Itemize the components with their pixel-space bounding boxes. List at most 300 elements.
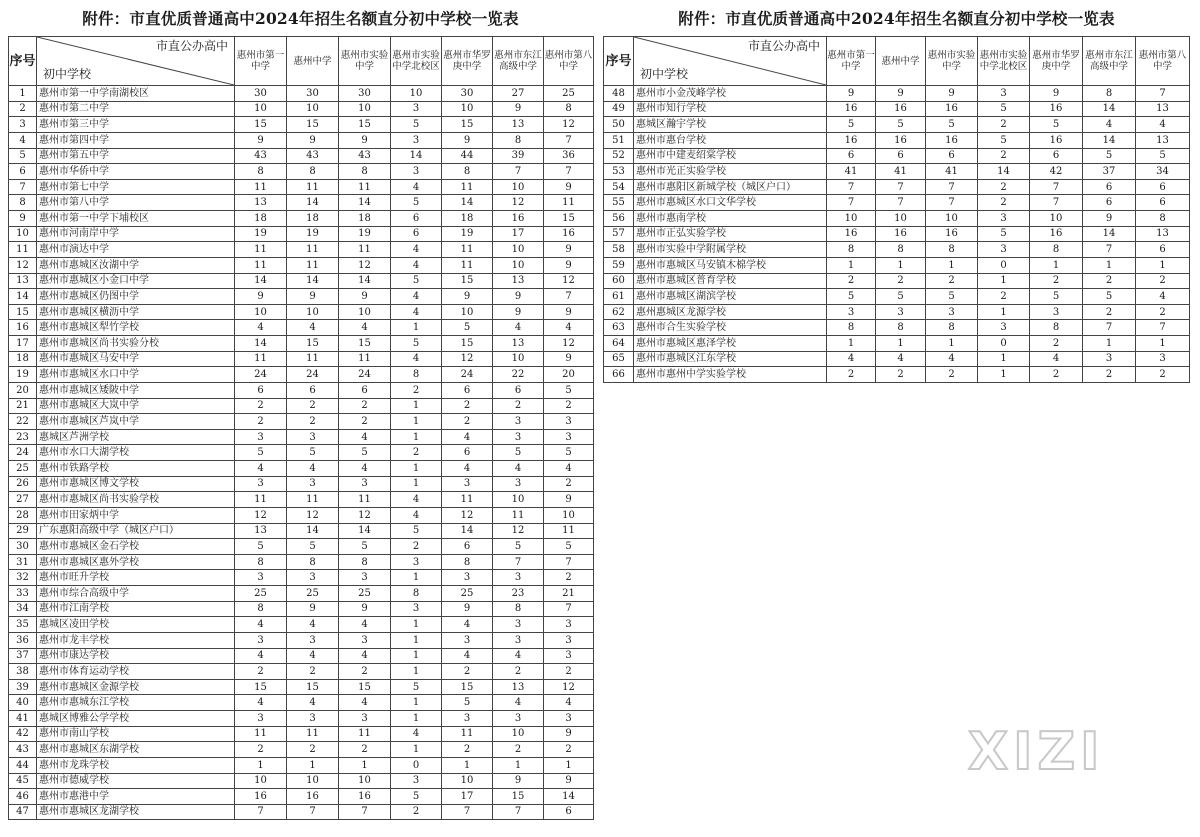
watermark-logo: XIZI xyxy=(968,722,1105,782)
quota-cell: 16 xyxy=(926,226,978,242)
quota-cell: 6 xyxy=(442,445,493,461)
quota-cell: 4 xyxy=(339,648,391,664)
quota-cell: 3 xyxy=(978,211,1030,227)
quota-cell: 3 xyxy=(1083,351,1136,367)
row-number: 59 xyxy=(604,257,634,273)
school-name-cell: 惠州市惠城区博文学校 xyxy=(37,476,235,492)
table-row xyxy=(9,336,594,352)
quota-cell: 5 xyxy=(391,789,442,805)
quota-cell: 3 xyxy=(493,711,544,727)
quota-cell: 2 xyxy=(493,742,544,758)
school-name-cell: 惠州市水口大湖学校 xyxy=(37,445,235,461)
quota-cell: 2 xyxy=(391,382,442,398)
table-row xyxy=(604,164,1190,180)
quota-cell: 12 xyxy=(544,273,594,289)
quota-cell: 16 xyxy=(235,789,287,805)
row-number: 15 xyxy=(9,304,37,320)
school-name-cell: 惠州市惠城区马安中学 xyxy=(37,351,235,367)
quota-cell: 2 xyxy=(926,273,978,289)
quota-cell: 12 xyxy=(544,679,594,695)
table-row xyxy=(9,711,594,727)
school-name-cell: 惠州市惠城区尚书实验学校 xyxy=(37,492,235,508)
quota-cell: 16 xyxy=(544,226,594,242)
quota-cell: 4 xyxy=(287,695,339,711)
table-row xyxy=(9,414,594,430)
school-name-cell: 惠州市惠城区横沥中学 xyxy=(37,304,235,320)
quota-cell: 10 xyxy=(493,726,544,742)
quota-cell: 3 xyxy=(287,570,339,586)
quota-cell: 5 xyxy=(926,289,978,305)
quota-cell: 16 xyxy=(827,226,876,242)
quota-cell: 2 xyxy=(1136,304,1190,320)
quota-cell: 10 xyxy=(339,101,391,117)
row-number: 21 xyxy=(9,398,37,414)
quota-cell: 10 xyxy=(493,492,544,508)
table-row xyxy=(9,351,594,367)
quota-cell: 8 xyxy=(827,320,876,336)
quota-cell: 14 xyxy=(978,164,1030,180)
quota-cell: 4 xyxy=(493,648,544,664)
quota-cell: 3 xyxy=(391,601,442,617)
quota-cell: 3 xyxy=(493,632,544,648)
quota-cell: 12 xyxy=(339,257,391,273)
school-name-cell: 惠州市第三中学 xyxy=(37,117,235,133)
school-name-cell: 惠州市正弘实验学校 xyxy=(634,226,827,242)
table-row xyxy=(9,367,594,383)
quota-cell: 9 xyxy=(339,289,391,305)
quota-cell: 1 xyxy=(1030,257,1083,273)
row-number: 29 xyxy=(9,523,37,539)
quota-cell: 7 xyxy=(926,179,978,195)
quota-cell: 24 xyxy=(287,367,339,383)
quota-cell: 3 xyxy=(493,570,544,586)
quota-cell: 13 xyxy=(493,336,544,352)
quota-cell: 8 xyxy=(1136,211,1190,227)
row-number: 27 xyxy=(9,492,37,508)
quota-cell: 9 xyxy=(544,179,594,195)
quota-cell: 2 xyxy=(442,664,493,680)
row-number: 2 xyxy=(9,101,37,117)
quota-cell: 4 xyxy=(1136,117,1190,133)
quota-cell: 4 xyxy=(339,429,391,445)
seq-header: 序号 xyxy=(9,37,37,86)
quota-cell: 11 xyxy=(339,351,391,367)
quota-cell: 3 xyxy=(391,101,442,117)
quota-cell: 4 xyxy=(493,320,544,336)
quota-cell: 7 xyxy=(493,554,544,570)
quota-cell: 8 xyxy=(876,242,926,258)
quota-cell: 14 xyxy=(442,195,493,211)
table-row xyxy=(9,242,594,258)
corner-top-label: 市直公办高中 xyxy=(747,39,820,53)
quota-cell: 3 xyxy=(442,632,493,648)
table-row xyxy=(9,289,594,305)
quota-cell: 10 xyxy=(827,211,876,227)
quota-cell: 1 xyxy=(978,273,1030,289)
quota-cell: 8 xyxy=(442,164,493,180)
quota-cell: 9 xyxy=(287,132,339,148)
quota-cell: 10 xyxy=(287,773,339,789)
table-row xyxy=(604,351,1190,367)
quota-cell: 16 xyxy=(493,211,544,227)
table-row xyxy=(9,461,594,477)
school-name-cell: 惠州市第二中学 xyxy=(37,101,235,117)
row-number: 5 xyxy=(9,148,37,164)
quota-cell: 27 xyxy=(493,86,544,102)
row-number: 65 xyxy=(604,351,634,367)
table-row xyxy=(9,632,594,648)
quota-cell: 2 xyxy=(544,664,594,680)
quota-cell: 8 xyxy=(235,164,287,180)
quota-cell: 20 xyxy=(544,367,594,383)
quota-cell: 5 xyxy=(1083,148,1136,164)
quota-cell: 21 xyxy=(544,586,594,602)
quota-cell: 7 xyxy=(544,289,594,305)
quota-cell: 17 xyxy=(493,226,544,242)
quota-cell: 2 xyxy=(827,367,876,383)
quota-cell: 3 xyxy=(544,414,594,430)
quota-cell: 5 xyxy=(391,336,442,352)
row-number: 41 xyxy=(9,711,37,727)
quota-cell: 1 xyxy=(339,757,391,773)
quota-cell: 24 xyxy=(339,367,391,383)
quota-cell: 5 xyxy=(391,273,442,289)
quota-cell: 9 xyxy=(1083,211,1136,227)
quota-cell: 15 xyxy=(493,789,544,805)
quota-cell: 10 xyxy=(339,773,391,789)
quota-cell: 6 xyxy=(235,382,287,398)
quota-cell: 10 xyxy=(287,101,339,117)
quota-cell: 14 xyxy=(235,273,287,289)
quota-cell: 7 xyxy=(235,804,287,819)
table-row xyxy=(9,617,594,633)
quota-cell: 10 xyxy=(442,773,493,789)
school-name-cell: 惠州市第七中学 xyxy=(37,179,235,195)
table-row xyxy=(9,757,594,773)
table-row xyxy=(9,789,594,805)
quota-cell: 7 xyxy=(442,804,493,819)
quota-cell: 3 xyxy=(978,320,1030,336)
table-row xyxy=(9,742,594,758)
quota-cell: 9 xyxy=(544,304,594,320)
quota-cell: 5 xyxy=(978,226,1030,242)
quota-cell: 18 xyxy=(235,211,287,227)
quota-cell: 2 xyxy=(978,148,1030,164)
table-row xyxy=(604,257,1190,273)
quota-cell: 0 xyxy=(391,757,442,773)
quota-cell: 41 xyxy=(876,164,926,180)
quota-cell: 11 xyxy=(339,242,391,258)
table-row xyxy=(9,648,594,664)
quota-cell: 5 xyxy=(493,539,544,555)
row-number: 7 xyxy=(9,179,37,195)
col-header-school: 惠州市第八中学 xyxy=(544,37,594,86)
quota-cell: 10 xyxy=(287,304,339,320)
row-number: 3 xyxy=(9,117,37,133)
document-title: 附件：市直优质普通高中2024年招生名额直分初中学校一览表 xyxy=(678,9,1115,28)
quota-cell: 3 xyxy=(235,429,287,445)
quota-cell: 1 xyxy=(391,320,442,336)
table-row xyxy=(9,804,594,819)
quota-cell: 7 xyxy=(544,601,594,617)
quota-cell: 37 xyxy=(1083,164,1136,180)
quota-cell: 0 xyxy=(978,257,1030,273)
quota-cell: 2 xyxy=(235,414,287,430)
quota-cell: 3 xyxy=(391,132,442,148)
quota-cell: 4 xyxy=(235,320,287,336)
col-header-school: 惠州市华罗庚中学 xyxy=(442,37,493,86)
row-number: 24 xyxy=(9,445,37,461)
school-name-cell: 惠州市实验中学附属学校 xyxy=(634,242,827,258)
quota-cell: 9 xyxy=(544,773,594,789)
quota-cell: 4 xyxy=(287,648,339,664)
quota-cell: 10 xyxy=(493,351,544,367)
quota-cell: 2 xyxy=(978,179,1030,195)
quota-cell: 3 xyxy=(442,476,493,492)
quota-cell: 9 xyxy=(442,601,493,617)
row-number: 61 xyxy=(604,289,634,305)
row-number: 22 xyxy=(9,414,37,430)
quota-cell: 15 xyxy=(235,117,287,133)
table-body-left xyxy=(9,86,594,820)
quota-cell: 4 xyxy=(391,351,442,367)
row-number: 10 xyxy=(9,226,37,242)
quota-cell: 7 xyxy=(926,195,978,211)
row-number: 16 xyxy=(9,320,37,336)
school-name-cell: 惠州市惠阳区新城学校（城区户口） xyxy=(634,179,827,195)
table-row xyxy=(604,179,1190,195)
quota-cell: 2 xyxy=(287,414,339,430)
quota-cell: 11 xyxy=(287,726,339,742)
quota-cell: 1 xyxy=(827,257,876,273)
quota-cell: 6 xyxy=(926,148,978,164)
school-name-cell: 广东惠阳高级中学（城区户口） xyxy=(37,523,235,539)
row-number: 58 xyxy=(604,242,634,258)
school-name-cell: 惠州市惠城区汝湖中学 xyxy=(37,257,235,273)
quota-cell: 43 xyxy=(287,148,339,164)
quota-cell: 2 xyxy=(978,289,1030,305)
quota-cell: 16 xyxy=(287,789,339,805)
quota-cell: 19 xyxy=(235,226,287,242)
table-row xyxy=(604,101,1190,117)
quota-cell: 1 xyxy=(391,570,442,586)
quota-cell: 10 xyxy=(442,304,493,320)
row-number: 57 xyxy=(604,226,634,242)
table-row xyxy=(9,164,594,180)
quota-cell: 3 xyxy=(493,429,544,445)
table-row xyxy=(604,86,1190,102)
school-name-cell: 惠州市体育运动学校 xyxy=(37,664,235,680)
quota-cell: 7 xyxy=(1083,320,1136,336)
row-number: 33 xyxy=(9,586,37,602)
row-number: 14 xyxy=(9,289,37,305)
quota-cell: 42 xyxy=(1030,164,1083,180)
school-name-cell: 惠州市惠城区普育学校 xyxy=(634,273,827,289)
quota-cell: 8 xyxy=(442,554,493,570)
school-name-cell: 惠州市旺升学校 xyxy=(37,570,235,586)
table-row xyxy=(9,132,594,148)
quota-cell: 9 xyxy=(544,726,594,742)
quota-cell: 2 xyxy=(544,570,594,586)
table-row xyxy=(604,195,1190,211)
quota-cell: 11 xyxy=(442,726,493,742)
quota-cell: 6 xyxy=(442,539,493,555)
quota-cell: 15 xyxy=(287,336,339,352)
quota-cell: 8 xyxy=(287,164,339,180)
quota-cell: 6 xyxy=(339,382,391,398)
table-row xyxy=(9,257,594,273)
quota-cell: 9 xyxy=(493,304,544,320)
quota-cell: 6 xyxy=(493,382,544,398)
quota-cell: 9 xyxy=(235,132,287,148)
quota-cell: 10 xyxy=(493,179,544,195)
row-number: 66 xyxy=(604,367,634,383)
quota-cell: 5 xyxy=(1136,148,1190,164)
table-row xyxy=(9,445,594,461)
quota-cell: 1 xyxy=(876,336,926,352)
quota-cell: 1 xyxy=(391,648,442,664)
quota-cell: 14 xyxy=(287,195,339,211)
quota-cell: 1 xyxy=(391,461,442,477)
quota-cell: 11 xyxy=(235,726,287,742)
school-name-cell: 惠州市惠城区江东学校 xyxy=(634,351,827,367)
right-panel xyxy=(603,0,1190,383)
school-name-cell: 惠州市惠城区水口文华学校 xyxy=(634,195,827,211)
quota-cell: 2 xyxy=(827,273,876,289)
quota-cell: 11 xyxy=(493,507,544,523)
quota-cell: 1 xyxy=(1083,257,1136,273)
row-number: 46 xyxy=(9,789,37,805)
quota-cell: 6 xyxy=(1030,148,1083,164)
quota-cell: 36 xyxy=(544,148,594,164)
quota-cell: 10 xyxy=(235,304,287,320)
school-name-cell: 惠州市江南学校 xyxy=(37,601,235,617)
quota-cell: 3 xyxy=(235,632,287,648)
quota-cell: 0 xyxy=(978,336,1030,352)
quota-cell: 8 xyxy=(235,554,287,570)
quota-cell: 4 xyxy=(442,461,493,477)
school-name-cell: 惠州市合生实验学校 xyxy=(634,320,827,336)
quota-table-left xyxy=(8,36,594,820)
quota-cell: 7 xyxy=(1136,86,1190,102)
quota-cell: 9 xyxy=(544,351,594,367)
quota-cell: 2 xyxy=(1083,273,1136,289)
quota-cell: 9 xyxy=(1030,86,1083,102)
quota-cell: 3 xyxy=(287,711,339,727)
table-row xyxy=(604,211,1190,227)
quota-cell: 1 xyxy=(391,414,442,430)
row-number: 9 xyxy=(9,211,37,227)
table-row xyxy=(604,367,1190,383)
table-row xyxy=(604,304,1190,320)
school-name-cell: 惠州市第八中学 xyxy=(37,195,235,211)
quota-cell: 1 xyxy=(391,398,442,414)
col-header-school: 惠州市东江高级中学 xyxy=(493,37,544,86)
quota-cell: 4 xyxy=(391,492,442,508)
quota-cell: 2 xyxy=(339,398,391,414)
col-header-school: 惠州中学 xyxy=(287,37,339,86)
quota-cell: 4 xyxy=(287,461,339,477)
quota-cell: 10 xyxy=(391,86,442,102)
quota-cell: 15 xyxy=(287,679,339,695)
table-row xyxy=(9,476,594,492)
quota-cell: 3 xyxy=(391,773,442,789)
quota-cell: 1 xyxy=(926,257,978,273)
quota-cell: 8 xyxy=(391,367,442,383)
quota-cell: 5 xyxy=(926,117,978,133)
school-name-cell: 惠州市光正实验学校 xyxy=(634,164,827,180)
seq-header: 序号 xyxy=(604,37,634,86)
quota-cell: 6 xyxy=(1136,195,1190,211)
col-header-school: 惠州市第一中学 xyxy=(827,37,876,86)
quota-cell: 3 xyxy=(827,304,876,320)
quota-cell: 16 xyxy=(1030,101,1083,117)
row-number: 30 xyxy=(9,539,37,555)
quota-cell: 18 xyxy=(287,211,339,227)
table-row xyxy=(9,195,594,211)
table-row xyxy=(9,226,594,242)
row-number: 43 xyxy=(9,742,37,758)
school-name-cell: 惠州市综合高级中学 xyxy=(37,586,235,602)
quota-cell: 4 xyxy=(827,351,876,367)
quota-cell: 9 xyxy=(287,601,339,617)
quota-cell: 9 xyxy=(235,289,287,305)
quota-cell: 1 xyxy=(1083,336,1136,352)
table-row xyxy=(9,601,594,617)
quota-cell: 1 xyxy=(287,757,339,773)
school-name-cell: 惠州市惠城区尚书实验分校 xyxy=(37,336,235,352)
row-number: 49 xyxy=(604,101,634,117)
quota-cell: 3 xyxy=(391,554,442,570)
school-name-cell: 惠州市中建麦绍棠学校 xyxy=(634,148,827,164)
table-row xyxy=(9,211,594,227)
quota-cell: 11 xyxy=(339,726,391,742)
school-name-cell: 惠州市第一中学南湖校区 xyxy=(37,86,235,102)
quota-cell: 6 xyxy=(287,382,339,398)
quota-cell: 10 xyxy=(544,507,594,523)
school-name-cell: 惠州市德威学校 xyxy=(37,773,235,789)
school-name-cell: 惠州市龙珠学校 xyxy=(37,757,235,773)
school-name-cell: 惠城区芦洲学校 xyxy=(37,429,235,445)
quota-cell: 5 xyxy=(544,539,594,555)
quota-cell: 8 xyxy=(926,320,978,336)
table-row xyxy=(9,695,594,711)
quota-cell: 1 xyxy=(235,757,287,773)
quota-cell: 2 xyxy=(978,195,1030,211)
quota-cell: 12 xyxy=(235,507,287,523)
quota-cell: 3 xyxy=(391,164,442,180)
school-name-cell: 惠州市惠城区马安镇木棉学校 xyxy=(634,257,827,273)
quota-cell: 4 xyxy=(442,617,493,633)
quota-cell: 8 xyxy=(1030,242,1083,258)
quota-cell: 1 xyxy=(391,742,442,758)
quota-cell: 3 xyxy=(442,711,493,727)
quota-cell: 11 xyxy=(442,242,493,258)
quota-cell: 7 xyxy=(827,195,876,211)
quota-cell: 2 xyxy=(1083,304,1136,320)
quota-cell: 9 xyxy=(442,289,493,305)
quota-cell: 1 xyxy=(391,476,442,492)
row-number: 48 xyxy=(604,86,634,102)
quota-cell: 43 xyxy=(235,148,287,164)
school-name-cell: 惠州市惠城区金源学校 xyxy=(37,679,235,695)
row-number: 19 xyxy=(9,367,37,383)
quota-cell: 4 xyxy=(391,257,442,273)
quota-cell: 8 xyxy=(235,601,287,617)
quota-cell: 12 xyxy=(339,507,391,523)
quota-cell: 3 xyxy=(235,476,287,492)
quota-cell: 9 xyxy=(339,601,391,617)
